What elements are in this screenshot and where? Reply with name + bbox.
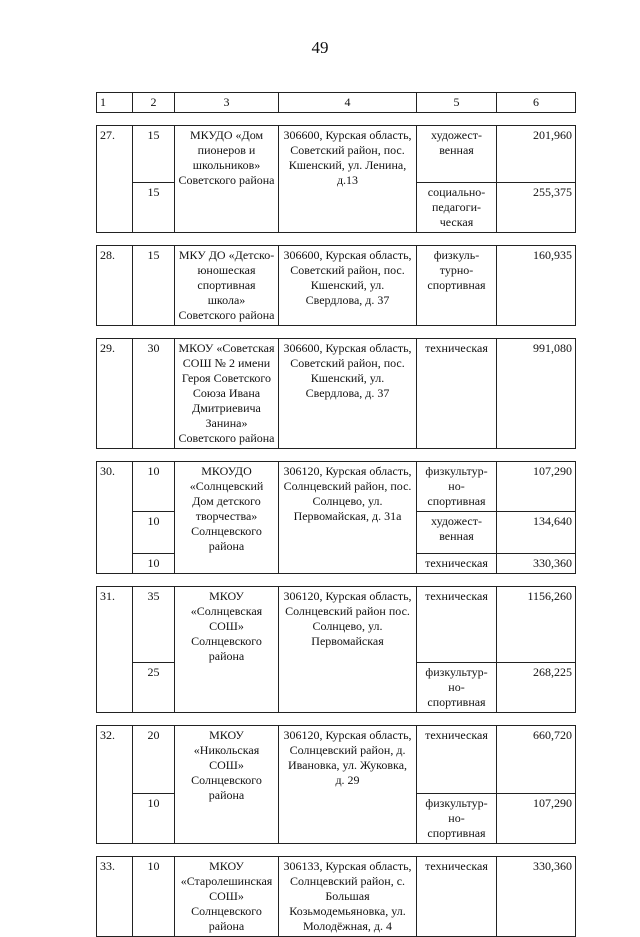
count-cell: 15 (133, 126, 175, 183)
table-row (97, 462, 576, 512)
amount-cell: 991,080 (497, 339, 576, 449)
column-header: 3 (175, 93, 279, 113)
direction-cell: физкуль-турно-спортивная (417, 246, 497, 326)
direction-cell: техническая (417, 339, 497, 449)
count-cell: 20 (133, 726, 175, 794)
organization-cell: МКОУ «Никольская СОШ» Солнцевского района (175, 726, 279, 844)
count-cell: 35 (133, 587, 175, 663)
amount-cell: 160,935 (497, 246, 576, 326)
row-number: 29. (97, 339, 133, 449)
count-cell: 10 (133, 794, 175, 844)
organization-cell: МКОУ «Старолешинская СОШ» Солнцевского района (175, 857, 279, 937)
direction-cell: художест-венная (417, 126, 497, 183)
address-cell: 306600, Курская область, Советский район, пос. Кшенский, ул. Свердлова, д. 37 (279, 339, 417, 449)
direction-cell: художест-венная (417, 512, 497, 554)
address-cell: 306120, Курская область, Солнцевский район пос. Солнцево, ул. Первомайская (279, 587, 417, 713)
count-cell: 10 (133, 857, 175, 937)
row-number: 28. (97, 246, 133, 326)
column-header: 4 (279, 93, 417, 113)
organization-cell: МКОУДО «Солнцевский Дом детского творчества» Солнцевского района (175, 462, 279, 574)
amount-cell: 268,225 (497, 663, 576, 713)
direction-cell: социально-педагоги-ческая (417, 183, 497, 233)
direction-cell: техническая (417, 857, 497, 937)
row-number: 30. (97, 462, 133, 574)
direction-cell: техническая (417, 726, 497, 794)
amount-cell: 660,720 (497, 726, 576, 794)
table-row (97, 126, 576, 183)
direction-cell: физкультур-но-спортивная (417, 663, 497, 713)
row-number: 33. (97, 857, 133, 937)
table-row (97, 339, 576, 449)
organization-cell: МКОУ «Советская СОШ № 2 имени Героя Советского Союза Ивана Дмитриевича Занина» Советского района (175, 339, 279, 449)
address-cell: 306133, Курская область, Солнцевский район, с. Большая Козьмодемьяновка, ул. Молодёжная, д. 4 (279, 857, 417, 937)
page-number: 49 (311, 38, 329, 57)
amount-cell: 107,290 (497, 794, 576, 844)
direction-cell: техническая (417, 554, 497, 574)
address-cell: 306600, Курская область, Советский район, пос. Кшенский, ул. Ленина, д.13 (279, 126, 417, 233)
column-header: 5 (417, 93, 497, 113)
address-cell: 306120, Курская область, Солнцевский район, пос. Солнцево, ул. Первомайская, д. 31а (279, 462, 417, 574)
organization-cell: МКОУ «Солнцевская СОШ» Солнцевского района (175, 587, 279, 713)
table-row (97, 857, 576, 937)
table-row (97, 726, 576, 794)
allocation-table (96, 92, 576, 937)
count-cell: 10 (133, 554, 175, 574)
organization-cell: МКУ ДО «Детско-юношеская спортивная школа» Советского района (175, 246, 279, 326)
row-number: 32. (97, 726, 133, 844)
count-cell: 10 (133, 512, 175, 554)
amount-cell: 1156,260 (497, 587, 576, 663)
address-cell: 306120, Курская область, Солнцевский район, д. Ивановка, ул. Жуковка, д. 29 (279, 726, 417, 844)
address-cell: 306600, Курская область, Советский район, пос. Кшенский, ул. Свердлова, д. 37 (279, 246, 417, 326)
direction-cell: техническая (417, 587, 497, 663)
direction-cell: физкультур-но-спортивная (417, 462, 497, 512)
organization-cell: МКУДО «Дом пионеров и школьников» Советского района (175, 126, 279, 233)
row-number: 31. (97, 587, 133, 713)
column-header: 6 (497, 93, 576, 113)
amount-cell: 255,375 (497, 183, 576, 233)
count-cell: 15 (133, 246, 175, 326)
column-header: 1 (97, 93, 133, 113)
table-row (97, 246, 576, 326)
direction-cell: физкультур-но-спортивная (417, 794, 497, 844)
row-number: 27. (97, 126, 133, 233)
count-cell: 30 (133, 339, 175, 449)
count-cell: 25 (133, 663, 175, 713)
amount-cell: 330,360 (497, 857, 576, 937)
amount-cell: 330,360 (497, 554, 576, 574)
amount-cell: 134,640 (497, 512, 576, 554)
column-header: 2 (133, 93, 175, 113)
count-cell: 10 (133, 462, 175, 512)
amount-cell: 107,290 (497, 462, 576, 512)
count-cell: 15 (133, 183, 175, 233)
amount-cell: 201,960 (497, 126, 576, 183)
table-header-row (97, 93, 576, 113)
table-row (97, 587, 576, 663)
